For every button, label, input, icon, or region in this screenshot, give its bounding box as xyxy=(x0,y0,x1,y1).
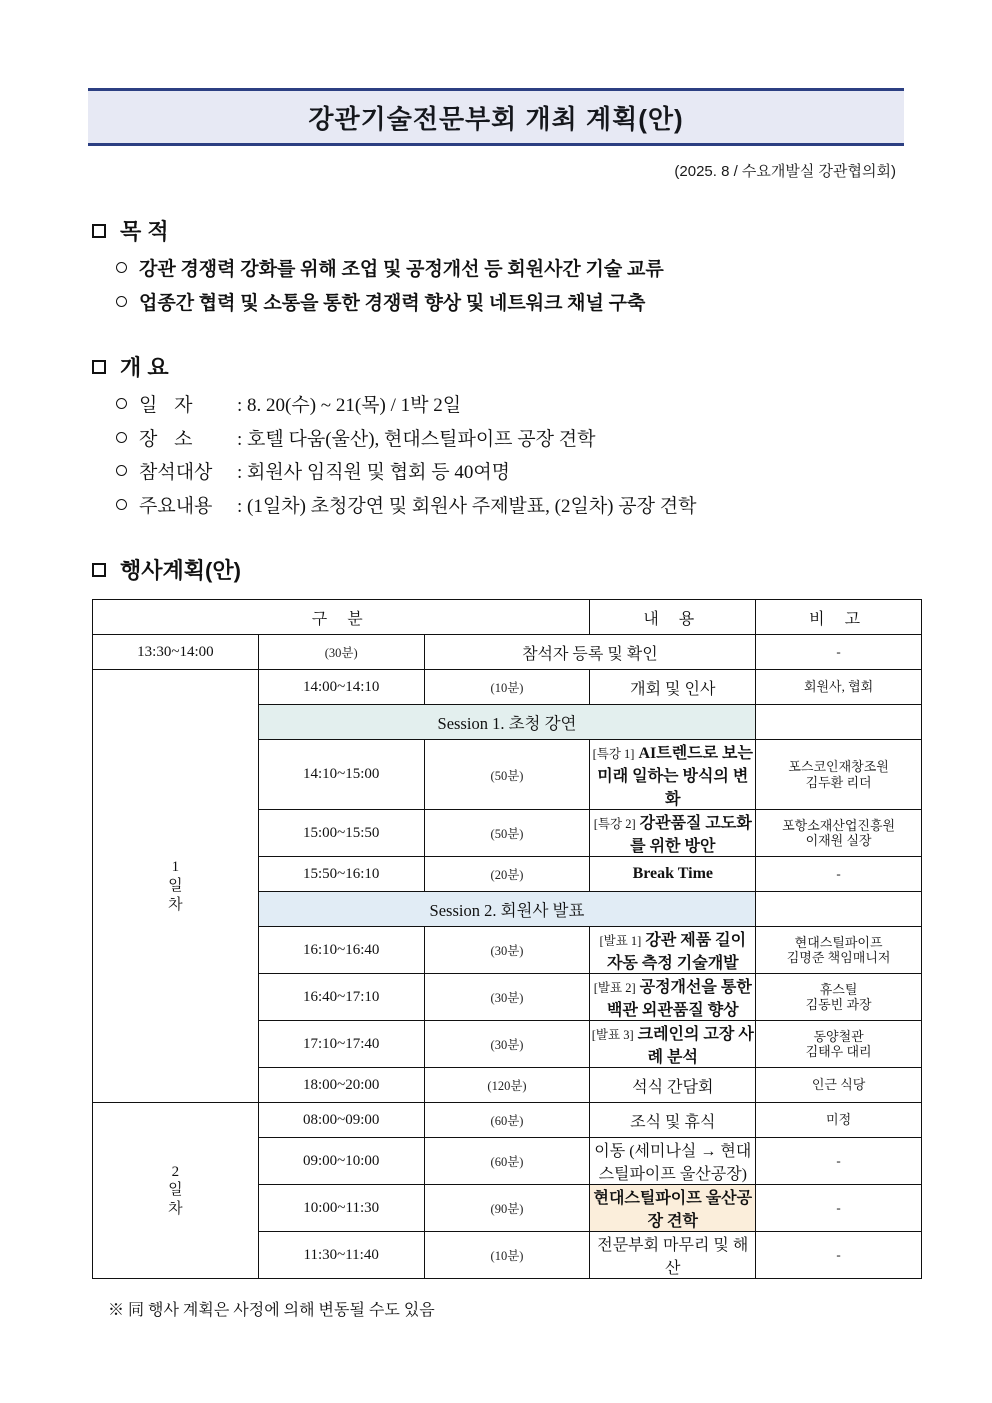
cell-content-tag: [특강 2] xyxy=(593,817,636,832)
cell-content-tag: [발표 3] xyxy=(591,1028,634,1043)
cell-remark xyxy=(756,974,922,1021)
table-header-row xyxy=(93,600,922,635)
section-purpose xyxy=(74,215,918,317)
cell-time: 11:30~11:40 xyxy=(258,1232,424,1279)
section-purpose-heading xyxy=(92,215,918,246)
overview-list xyxy=(116,392,918,520)
square-bullet-icon xyxy=(92,224,106,238)
table-row xyxy=(93,635,922,670)
cell-content xyxy=(590,810,756,857)
list-item xyxy=(116,256,918,284)
circle-bullet-icon xyxy=(116,296,127,307)
cell-content-highlight: 현대스틸파이프 울산공장 견학 xyxy=(590,1185,756,1232)
cell-remark: - xyxy=(756,857,922,892)
section-overview-title: 개 요 xyxy=(120,355,169,381)
cell-time: 08:00~09:00 xyxy=(258,1103,424,1138)
section-overview xyxy=(74,351,918,520)
cell-content-text: 크레인의 고장 사례 분석 xyxy=(637,1026,754,1067)
cell-time: 15:00~15:50 xyxy=(258,810,424,857)
header-remark: 비 고 xyxy=(756,600,922,635)
cell-duration: (30분) xyxy=(424,927,590,974)
cell-content-text: 강관품질 고도화를 위한 방안 xyxy=(630,815,752,856)
list-item xyxy=(116,426,918,454)
overview-label-place: 장 소 xyxy=(139,428,199,450)
remark-person: 김태우 대리 xyxy=(805,1044,872,1060)
cell-time: 10:00~11:30 xyxy=(258,1185,424,1232)
cell-duration: (10분) xyxy=(424,670,590,705)
cell-content-text: 강관 제품 길이 자동 측정 기술개발 xyxy=(606,932,747,973)
purpose-item-1: 강관 경쟁력 강화를 위해 조업 및 공정개선 등 회원사간 기술 교류 xyxy=(139,259,664,280)
page-title: 강관기술전문부회 개최 계획(안) xyxy=(308,103,684,134)
cell-content xyxy=(590,974,756,1021)
header-content: 내 용 xyxy=(590,600,756,635)
overview-label-attendees: 참석대상 xyxy=(139,462,213,484)
section-overview-heading xyxy=(92,351,918,382)
cell-content xyxy=(590,927,756,974)
section-purpose-title: 목 적 xyxy=(120,219,169,244)
cell-time: 15:50~16:10 xyxy=(258,857,424,892)
cell-content: 조식 및 휴식 xyxy=(590,1103,756,1138)
cell-content: Break Time xyxy=(590,857,756,892)
cell-remark: 인근 식당 xyxy=(756,1068,922,1103)
cell-duration: (120분) xyxy=(424,1068,590,1103)
document-subtitle: (2025. 8 / 수요개발실 강관협의회) xyxy=(674,163,896,180)
cell-remark: - xyxy=(756,1138,922,1185)
cell-content xyxy=(590,740,756,810)
cell-duration: (60분) xyxy=(424,1138,590,1185)
cell-duration: (30분) xyxy=(258,635,424,670)
purpose-item-2: 업종간 협력 및 소통을 통한 경쟁력 향상 및 네트워크 채널 구축 xyxy=(139,292,646,314)
cell-content: 개회 및 인사 xyxy=(590,670,756,705)
list-item xyxy=(116,459,918,487)
cell-day-2: 2 일 차 xyxy=(93,1103,259,1279)
remark-person: 김두환 리더 xyxy=(805,774,872,790)
cell-remark xyxy=(756,1021,922,1068)
cell-remark xyxy=(756,810,922,857)
remark-person: 김명준 책임매니저 xyxy=(786,950,891,966)
cell-session-1: Session 1. 초청 강연 xyxy=(258,705,755,740)
cell-remark xyxy=(756,705,922,740)
circle-bullet-icon xyxy=(116,465,127,476)
square-bullet-icon xyxy=(92,360,106,374)
cell-content: 참석자 등록 및 확인 xyxy=(424,635,756,670)
section-schedule xyxy=(74,554,918,1320)
cell-time: 18:00~20:00 xyxy=(258,1068,424,1103)
cell-time: 16:10~16:40 xyxy=(258,927,424,974)
list-item xyxy=(116,290,918,318)
cell-content-text: 공정개선을 통한 백관 외관품질 향상 xyxy=(606,979,752,1020)
cell-content: 전문부회 마무리 및 해산 xyxy=(590,1232,756,1279)
title-banner xyxy=(88,88,904,146)
cell-time: 16:40~17:10 xyxy=(258,974,424,1021)
cell-time: 14:10~15:00 xyxy=(258,740,424,810)
cell-content-tag: [발표 2] xyxy=(593,981,636,996)
cell-content: 석식 간담회 xyxy=(590,1068,756,1103)
cell-duration: (50분) xyxy=(424,740,590,810)
remark-person: 이재원 실장 xyxy=(805,833,872,849)
cell-duration: (30분) xyxy=(424,1021,590,1068)
circle-bullet-icon xyxy=(116,499,127,510)
cell-remark: 회원사, 협회 xyxy=(756,670,922,705)
cell-remark: - xyxy=(756,1232,922,1279)
overview-value-place: : 호텔 다움(울산), 현대스틸파이프 공장 견학 xyxy=(237,428,596,450)
remark-org: 현대스틸파이프 xyxy=(794,934,883,950)
remark-org: 휴스틸 xyxy=(819,981,858,997)
cell-remark: - xyxy=(756,1185,922,1232)
cell-time: 09:00~10:00 xyxy=(258,1138,424,1185)
header-division: 구 분 xyxy=(93,600,590,635)
overview-value-contents: : (1일차) 초청강연 및 회원사 주제발표, (2일차) 공장 견학 xyxy=(237,495,697,517)
circle-bullet-icon xyxy=(116,398,127,409)
remark-org: 포스코인재창조원 xyxy=(788,759,889,775)
cell-content xyxy=(590,1021,756,1068)
cell-duration: (20분) xyxy=(424,857,590,892)
footnote: ※ 同 행사 계획은 사정에 의해 변동될 수도 있음 xyxy=(108,1302,435,1320)
cell-remark: - xyxy=(756,635,922,670)
section-schedule-heading xyxy=(92,554,918,585)
cell-content-text: AI트렌드로 보는 미래 일하는 방식의 변화 xyxy=(597,745,753,809)
circle-bullet-icon xyxy=(116,432,127,443)
cell-time: 14:00~14:10 xyxy=(258,670,424,705)
overview-label-date: 일 자 xyxy=(139,395,199,417)
remark-org: 포항소재산업진흥원 xyxy=(782,817,896,833)
cell-remark xyxy=(756,927,922,974)
circle-bullet-icon xyxy=(116,262,127,273)
cell-session-2: Session 2. 회원사 발표 xyxy=(258,892,755,927)
overview-label-contents: 주요내용 xyxy=(139,495,213,517)
square-bullet-icon xyxy=(92,563,106,577)
schedule-table xyxy=(92,599,922,1279)
cell-duration: (50분) xyxy=(424,810,590,857)
cell-day-1: 1 일 차 xyxy=(93,670,259,1103)
cell-duration: (60분) xyxy=(424,1103,590,1138)
table-row xyxy=(93,670,922,705)
cell-content: 이동 (세미나실 → 현대스틸파이프 울산공장) xyxy=(590,1138,756,1185)
cell-duration: (30분) xyxy=(424,974,590,1021)
cell-remark xyxy=(756,892,922,927)
cell-content-tag: [발표 1] xyxy=(599,934,642,949)
cell-duration: (90분) xyxy=(424,1185,590,1232)
list-item xyxy=(116,392,918,420)
table-row xyxy=(93,1103,922,1138)
cell-time: 17:10~17:40 xyxy=(258,1021,424,1068)
overview-value-date: : 8. 20(수) ~ 21(목) / 1박 2일 xyxy=(237,395,462,417)
remark-person: 김동빈 과장 xyxy=(805,997,872,1013)
cell-remark: 미정 xyxy=(756,1103,922,1138)
list-item xyxy=(116,493,918,521)
cell-content-tag: [특강 1] xyxy=(592,747,635,762)
remark-org: 동양철관 xyxy=(813,1028,864,1044)
section-schedule-title: 행사계획(안) xyxy=(120,558,241,584)
overview-value-attendees: : 회원사 임직원 및 협회 등 40여명 xyxy=(237,462,511,484)
purpose-list xyxy=(116,256,918,317)
cell-remark xyxy=(756,740,922,810)
cell-duration: (10분) xyxy=(424,1232,590,1279)
cell-time: 13:30~14:00 xyxy=(93,635,259,670)
